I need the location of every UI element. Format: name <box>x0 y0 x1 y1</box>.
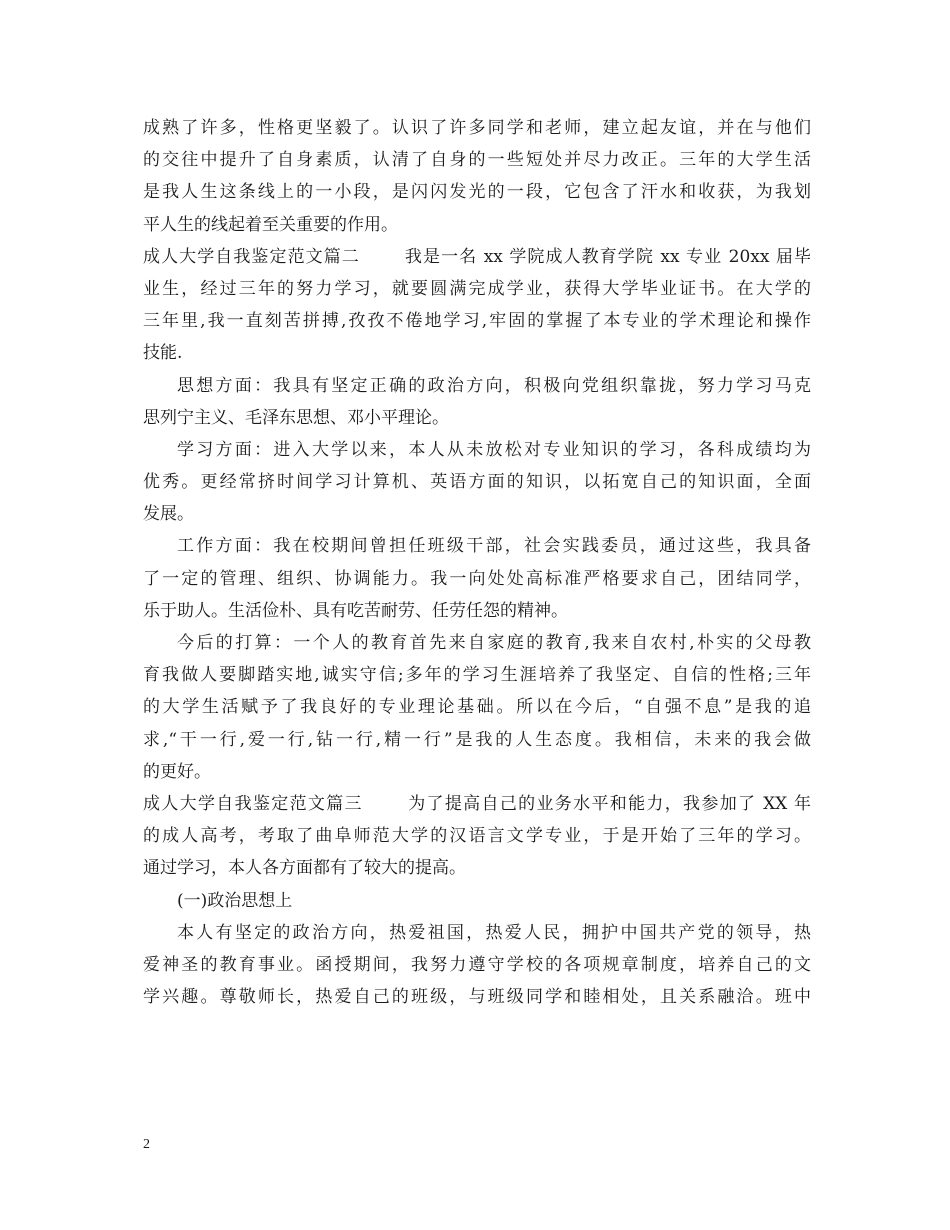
line-text: 求,“干一行,爱一行,钻一行,精一行”是我的人生态度。我相信，未来的我会做 <box>143 729 811 750</box>
line-text: 我是一名 xx 学院成人教育学院 xx 专业 20xx 届毕 <box>403 246 811 267</box>
line-text: 本人有坚定的政治方向，热爱祖国，热爱人民，拥护中国共产党的领导，热 <box>177 922 811 943</box>
line-text: 学兴趣。尊敬师长，热爱自己的班级，与班级同学和睦相处，且关系融洽。班中 <box>143 987 811 1008</box>
text-line <box>143 724 811 756</box>
line-text: 育我做人要脚踏实地,诚实守信;多年的学习生涯培养了我坚定、自信的性格;三年 <box>143 665 811 686</box>
body-text <box>143 112 811 1013</box>
line-text: 优秀。更经常挤时间学习计算机、英语方面的知识，以拓宽自己的知识面，全面 <box>143 472 811 493</box>
line-text: 通过学习，本人各方面都有了较大的提高。 <box>143 858 466 879</box>
line-text: (一)政治思想上 <box>177 890 293 911</box>
line-text: 今后的打算：一个人的教育首先来自家庭的教育,我来自农村,朴实的父母教 <box>177 633 811 653</box>
line-text: 平人生的线起着至关重要的作用。 <box>143 214 398 235</box>
line-text: 学习方面：进入大学以来，本人从未放松对专业知识的学习，各科成绩均为 <box>177 439 811 460</box>
text-line <box>143 756 811 788</box>
section-heading: 成人大学自我鉴定范文篇三 <box>143 793 363 814</box>
text-line <box>143 273 811 305</box>
text-line <box>143 981 811 1013</box>
line-text: 为了提高自己的业务水平和能力，我参加了 XX 年 <box>406 793 812 814</box>
section-heading-line <box>143 788 811 820</box>
text-line <box>143 563 811 595</box>
line-text: 的大学生活赋予了我良好的专业理论基础。所以在今后，“自强不息”是我的追 <box>143 697 811 718</box>
text-line <box>143 112 811 144</box>
line-text: 是我人生这条线上的一小段，是闪闪发光的一段，它包含了汗水和收获，为我划 <box>143 182 811 203</box>
text-line <box>143 176 811 208</box>
text-line <box>143 402 811 434</box>
line-text: 的更好。 <box>143 761 211 782</box>
text-line <box>143 885 811 917</box>
text-line <box>143 852 811 884</box>
page-number: 2 <box>143 1137 150 1152</box>
line-text: 思列宁主义、毛泽东思想、邓小平理论。 <box>143 407 449 428</box>
line-text: 的成人高考，考取了曲阜师范大学的汉语言文学专业，于是开始了三年的学习。 <box>143 826 811 847</box>
text-line <box>143 691 811 723</box>
line-text: 的交往中提升了自身素质，认清了自身的一些短处并尽力改正。三年的大学生活 <box>143 150 811 171</box>
text-line <box>143 144 811 176</box>
line-text: 成熟了许多，性格更坚毅了。认识了许多同学和老师，建立起友谊，并在与他们 <box>143 118 811 138</box>
line-text: 业生，经过三年的努力学习，就要圆满完成学业，获得大学毕业证书。在大学的 <box>143 278 811 299</box>
line-text: 技能. <box>143 343 183 364</box>
text-line <box>143 498 811 530</box>
line-text: 工作方面：我在校期间曾担任班级干部，社会实践委员，通过这些，我具备 <box>177 536 811 557</box>
line-text: 爱神圣的教育事业。函授期间，我努力遵守学校的各项规章制度，培养自己的文 <box>143 954 811 975</box>
line-text: 了一定的管理、组织、协调能力。我一向处处高标准严格要求自己，团结同学， <box>143 568 811 589</box>
line-text: 思想方面：我具有坚定正确的政治方向，积极向党组织靠拢，努力学习马克 <box>177 375 811 396</box>
text-line <box>143 659 811 691</box>
section-heading-line <box>143 241 811 273</box>
line-text: 乐于助人。生活俭朴、具有吃苦耐劳、任劳任怨的精神。 <box>143 600 568 621</box>
text-line <box>143 209 811 241</box>
text-line <box>143 820 811 852</box>
text-line <box>143 305 811 337</box>
text-line <box>143 434 811 466</box>
text-line <box>143 595 811 627</box>
text-line <box>143 627 811 659</box>
text-line <box>143 949 811 981</box>
text-line <box>143 466 811 498</box>
section-heading: 成人大学自我鉴定范文篇二 <box>143 246 360 267</box>
text-line <box>143 370 811 402</box>
line-text: 三年里,我一直刻苦拼搏,孜孜不倦地学习,牢固的掌握了本专业的学术理论和操作 <box>143 311 811 332</box>
text-line <box>143 917 811 949</box>
line-text: 发展。 <box>143 504 194 525</box>
text-line <box>143 337 811 369</box>
text-line <box>143 530 811 562</box>
